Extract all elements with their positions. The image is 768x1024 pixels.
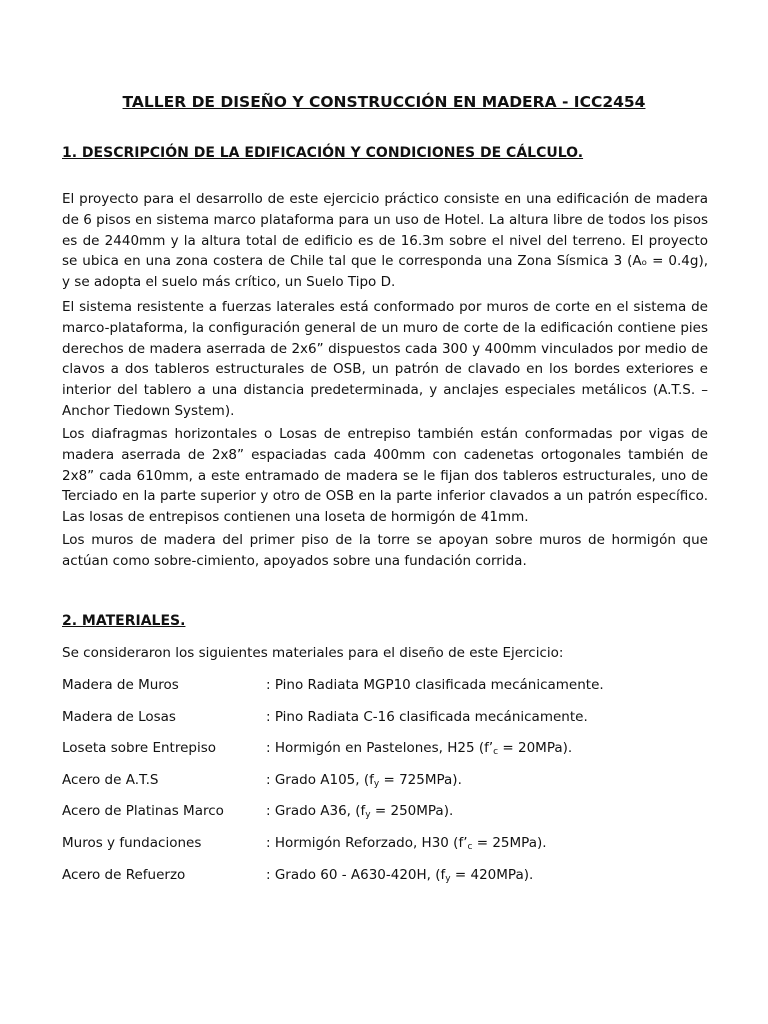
document-title: TALLER DE DISEÑO Y CONSTRUCCIÓN EN MADERA - ICC2454 (122, 93, 646, 111)
paragraph-2-text: El sistema resistente a fuerzas laterales está conformado por muros de corte en el sistema de marco-plataforma, la configuración general de un muro de corte de la edificación contiene pies derechos de madera aserrada de 2x6” dispuestos cada 300 y 400mm vinculados por medio de clavos a dos tableros estructurales de OSB, un patrón de clavado en los bordes exteriores e interior del tablero a una distancia predeterminada, y anclajes especiales metálicos (A.T.S. – Anchor Tiedown System). (62, 299, 708, 419)
material-value-text: : Grado A105, (f (266, 772, 374, 788)
material-value-text: = 20MPa). (498, 740, 573, 756)
paragraph-4-text: Los muros de madera del primer piso de la torre se apoyan sobre muros de hormigón que actúan como sobre-cimiento, apoyados sobre una fundación corrida. (62, 532, 708, 569)
material-label: Acero de Platinas Marco (62, 803, 224, 819)
material-label: Muros y fundaciones (62, 835, 202, 851)
material-value-subscript: y (373, 779, 380, 789)
material-label: Loseta sobre Entrepiso (62, 740, 217, 756)
paragraph-3-text: Los diafragmas horizontales o Losas de entrepiso también están conformadas por vigas de madera aserrada de 2x8” espaciadas cada 400mm con cadenetas ortogonales también de 2x8” cada 610mm, a este entramado de madera se le fijan dos tableros estructurales, uno de Terciado en la parte superior y otro de OSB en la parte inferior clavados a un patrón específico. Las losas de entrepisos contienen una loseta de hormigón de 41mm. (62, 426, 708, 526)
material-label: Madera de Losas (62, 709, 176, 725)
materials-intro: Se consideraron los siguientes materiales para el diseño de este Ejercicio: (62, 645, 564, 661)
material-value-subscript: y (445, 874, 451, 884)
material-value (266, 772, 462, 788)
material-label: Acero de Refuerzo (62, 867, 186, 883)
paragraph-3 (62, 424, 708, 528)
material-value (266, 803, 453, 819)
material-value-text: : Grado A36, (f (266, 803, 366, 819)
material-value-subscript: c (493, 747, 499, 757)
material-value-text: : Hormigón en Pastelones, H25 (f’ (266, 740, 494, 756)
material-value-text: = 25MPa). (472, 835, 547, 851)
material-value: : Pino Radiata MGP10 clasificada mecánicamente. (266, 677, 604, 693)
section-1-heading: 1. DESCRIPCIÓN DE LA EDIFICACIÓN Y CONDICIONES DE CÁLCULO. (62, 145, 584, 161)
material-value-text: = 420MPa). (450, 867, 534, 883)
section-2-heading: 2. MATERIALES. (62, 613, 186, 629)
paragraph-1-text: El proyecto para el desarrollo de este ejercicio práctico consiste en una edificación de madera de 6 pisos en sistema marco plataforma para un uso de Hotel. La altura libre de todos los pisos es de 2440mm y la altura total de edificio es de 16.3m sobre el nivel del terreno. El proyecto se ubica en una zona costera de Chile tal que le corresponda una Zona Sísmica 3 (Aₒ = 0.4g), y se adopta el suelo más crítico, un Suelo Tipo D. (62, 191, 708, 291)
material-label: Madera de Muros (62, 677, 179, 693)
material-value-text: = 250MPa). (370, 803, 454, 819)
material-value (266, 867, 533, 883)
material-value (266, 740, 572, 756)
material-value-text: : Grado 60 - A630-420H, (f (266, 867, 446, 883)
material-label: Acero de A.T.S (62, 772, 159, 788)
material-value-text: = 725MPa). (379, 772, 462, 788)
material-value (266, 835, 547, 851)
paragraph-1 (62, 189, 708, 293)
paragraph-2 (62, 297, 708, 422)
material-value-text: : Hormigón Reforzado, H30 (f’ (266, 835, 468, 851)
paragraph-4 (62, 530, 708, 572)
material-value-subscript: y (365, 810, 371, 820)
material-value: : Pino Radiata C-16 clasificada mecánicamente. (266, 709, 588, 725)
material-value-subscript: c (467, 842, 473, 852)
